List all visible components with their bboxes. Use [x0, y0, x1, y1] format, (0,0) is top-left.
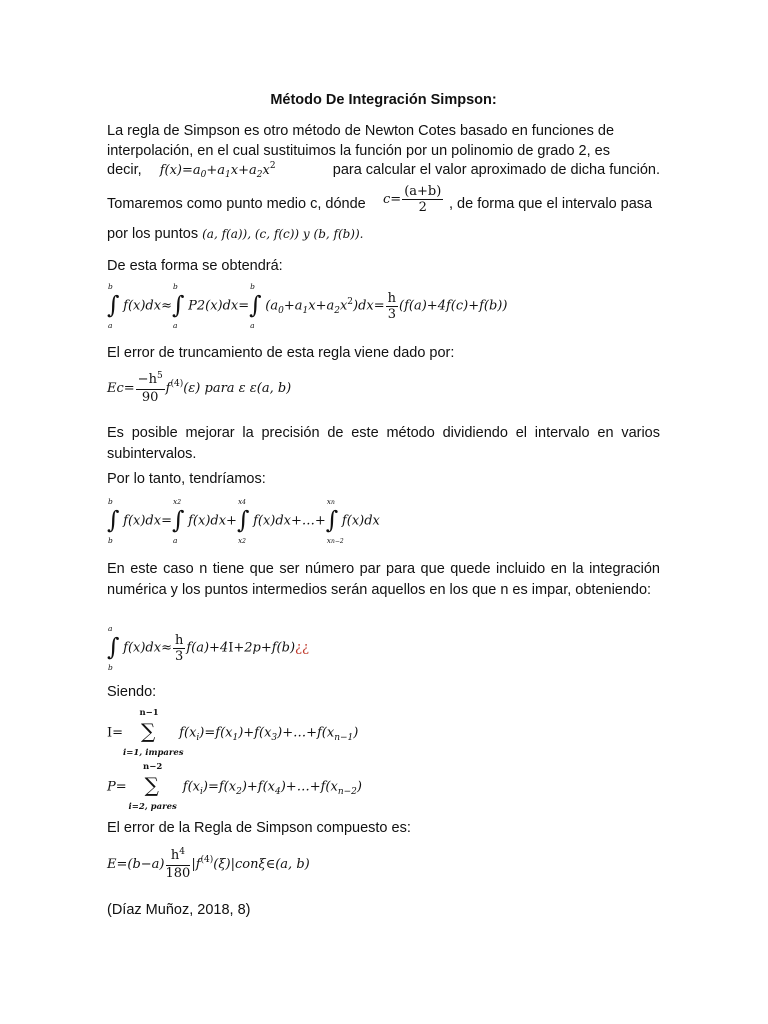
intro-line-5-text: por los puntos: [107, 226, 199, 242]
sum-P-upper: n−2: [143, 762, 163, 772]
intro-line-3: [107, 162, 660, 178]
error-compuesto-text: El error de la Regla de Simpson compuesto es:: [107, 820, 411, 836]
obtendra-text: De esta forma se obtendrá:: [107, 258, 283, 274]
document-title: Método De Integración Simpson:: [270, 92, 497, 108]
intro-line-3-text-b: para calcular el valor aproximado de dicha función.: [332, 162, 660, 178]
sum-I-formula: I= n−1 ∑ i=1, impares $f(x_i)=f(x_1)+f(x_3)+\dots+f(x_{n-1})$: [107, 708, 359, 758]
tendriamos-text: Por lo tanto, tendríamos:: [107, 471, 266, 487]
composite-error-formula: E=(b−a) $\frac{h^4}{180}$ $|f^{(4)}(\xi)|con\xi\in(a$, b): [107, 847, 310, 881]
polynomial-formula: $f(x)=a_0+a_1x+a_2x^2$: [159, 161, 276, 180]
sum-P-formula: P= n−2 ∑ i=2, pares $f(x_i)=f(x_2)+f(x_4)+\dots+f(x_{n-2})$: [107, 762, 362, 812]
truncation-error-formula: Ec= $\frac{-h^5}{90}$ $f^{(4)}(\varepsilon)$ para ε ε(a, b): [107, 371, 292, 405]
error-intro: El error de truncamiento de esta regla viene dado por:: [107, 345, 455, 361]
midpoint-formula: c= $\frac{(a+b)}{2}$: [383, 184, 442, 215]
document-page: [107, 0, 660, 1024]
integral-decomposition-formula: b ∫ b f(x)dx= x2 ∫ a f(x)dx+ x4 ∫ x2 f(x)dx+…+ xn ∫ xn−2 f(x)dx: [107, 497, 380, 545]
composite-simpson-formula: a ∫ b f(x)dx≈ $\frac{h}{3}$ f(a)+4I+2p+f(b)¿¿: [107, 624, 309, 672]
error-formula-tail: para ε ε(a, b): [204, 381, 292, 396]
intro-line-5: [107, 226, 363, 242]
sum-P-lower: i=2, pares: [128, 802, 177, 812]
caso-n-paragraph: En este caso n tiene que ser número par para que quede incluido en la integración numérica y los puntos intermedios serán aquellos en los que n es impar, obteniendo:: [107, 561, 660, 598]
mejorar-paragraph: Es posible mejorar la precisión de este método dividiendo el intervalo en varios subintervalos.: [107, 425, 660, 462]
sum-I-lower: i=1, impares: [123, 748, 184, 758]
intro-line-2: interpolación, en el cual sustituimos la función por un polinomio de grado 2, es: [107, 143, 610, 159]
intro-line-4-text-b: , de forma que el intervalo pasa: [449, 196, 653, 212]
simpson-rule-formula: b ∫ a f(x)dx≈ b ∫ a P2(x)dx= b ∫ a $(a_0+a_1x+a_2x^2)dx=$ $\frac{h}{3}$ (f(a)+4f(c)+f(b)): [107, 282, 508, 330]
unknown-glyphs: ¿¿: [295, 640, 309, 656]
siendo-text: Siendo:: [107, 684, 157, 700]
intro-line-1: La regla de Simpson es otro método de Newton Cotes basado en funciones de: [107, 123, 615, 139]
error-denominator: 180: [165, 866, 191, 881]
intro-line-3-text-a: decir,: [107, 162, 142, 178]
citation: (Díaz Muñoz, 2018, 8): [107, 902, 251, 918]
interval-points: (a, f(a)), (c, f(c)) y (b, f(b)).: [202, 227, 364, 241]
intro-line-4-text-a: Tomaremos como punto medio c, dónde: [107, 196, 366, 212]
sum-I-upper: n−1: [139, 708, 159, 718]
